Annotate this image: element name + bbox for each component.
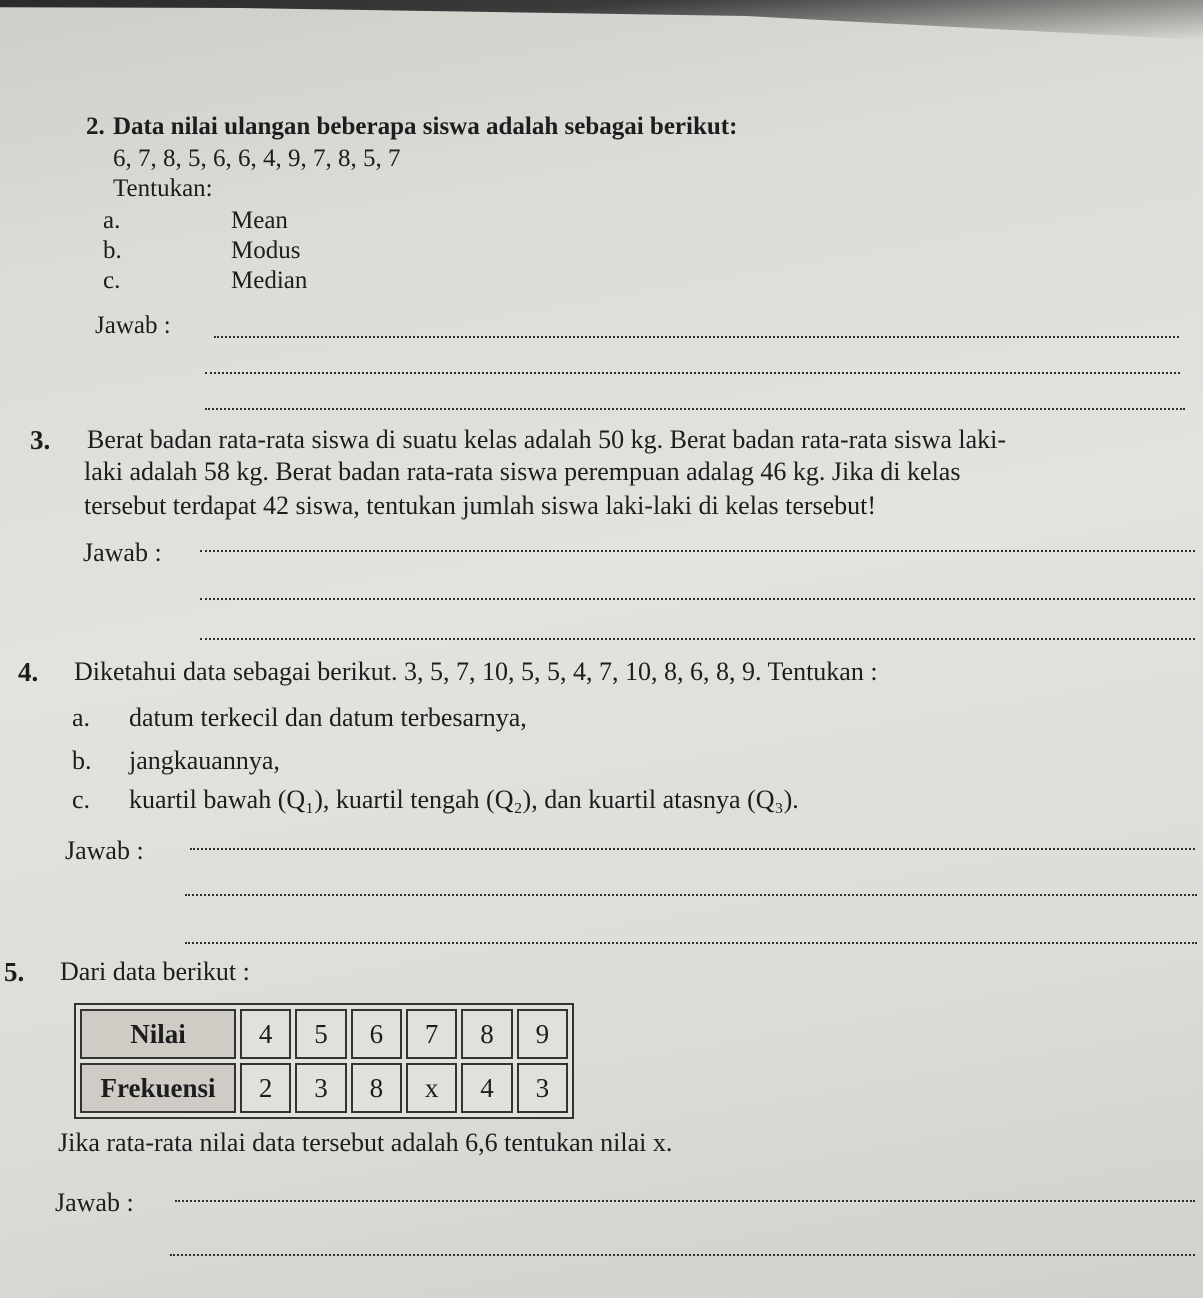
table-cell: 9 (517, 1009, 568, 1059)
q5-answer-line-1[interactable] (175, 1200, 1195, 1202)
q4-answer-line-2[interactable] (185, 894, 1197, 896)
q2-answer-line-2[interactable] (205, 372, 1180, 374)
q4-item-b-letter: b. (72, 746, 92, 775)
q3-line-2: laki adalah 58 kg. Berat badan rata-rata siswa perempuan adalag 46 kg. Jika di kelas (84, 457, 961, 486)
q3-answer-label: Jawab : (83, 538, 162, 567)
q2-item-b-letter: b. (103, 237, 122, 264)
q4-item-b-text: jangkauannya, (129, 746, 280, 775)
q4-answer-line-3[interactable] (185, 942, 1197, 944)
q5-question: Jika rata-rata nilai data tersebut adalah 6,6 tentukan nilai x. (58, 1128, 673, 1157)
q3-answer-line-1[interactable] (200, 550, 1195, 552)
q2-item-a-text: Mean (231, 207, 288, 234)
q2-item-c-letter: c. (103, 267, 121, 294)
table-cell: 4 (240, 1009, 291, 1059)
q5-answer-label: Jawab : (55, 1188, 134, 1217)
table-cell: 2 (240, 1063, 291, 1113)
q2-item-b-text: Modus (231, 237, 301, 264)
q2-number: 2. (86, 113, 105, 140)
q3-number: 3. (30, 425, 51, 455)
q2-stem: Data nilai ulangan beberapa siswa adalah sebagai berikut: (113, 113, 738, 140)
q2-item-c-text: Median (231, 267, 308, 294)
q2-instruction: Tentukan: (113, 175, 213, 202)
table-header-frekuensi: Frekuensi (80, 1063, 236, 1113)
q3-answer-line-2[interactable] (200, 598, 1195, 600)
table-row-nilai (80, 1009, 568, 1059)
q5-stem: Dari data berikut : (60, 957, 250, 986)
q3-line-1: Berat badan rata-rata siswa di suatu kelas adalah 50 kg. Berat badan rata-rata siswa laki- (87, 425, 1007, 454)
q2-item-a-letter: a. (103, 207, 121, 234)
q4-answer-label: Jawab : (65, 836, 144, 865)
table-cell: 7 (406, 1009, 457, 1059)
q3-line-3: tersebut terdapat 42 siswa, tentukan jumlah siswa laki-laki di kelas tersebut! (84, 491, 877, 520)
q4-number: 4. (18, 657, 39, 687)
q4-item-a-text: datum terkecil dan datum terbesarnya, (129, 703, 527, 732)
table-cell: 8 (351, 1063, 402, 1113)
table-cell: 8 (461, 1009, 512, 1059)
photo-background-edge (0, 0, 1203, 40)
q4-stem: Diketahui data sebagai berikut. 3, 5, 7, 10, 5, 5, 4, 7, 10, 8, 6, 8, 9. Tentukan : (74, 657, 878, 686)
table-row-frekuensi (80, 1063, 568, 1113)
table-cell: 3 (517, 1063, 568, 1113)
table-header-nilai: Nilai (80, 1009, 236, 1059)
frequency-table (74, 1003, 574, 1119)
q3-answer-line-3[interactable] (200, 638, 1195, 640)
q4-item-c-letter: c. (72, 785, 91, 814)
q2-data: 6, 7, 8, 5, 6, 6, 4, 9, 7, 8, 5, 7 (113, 145, 401, 172)
q2-answer-label: Jawab : (95, 312, 171, 339)
table-cell: 3 (295, 1063, 346, 1113)
q2-answer-line-3[interactable] (205, 408, 1185, 410)
q2-answer-line-1[interactable] (214, 336, 1179, 338)
q4-answer-line-1[interactable] (190, 848, 1195, 850)
q5-answer-line-2[interactable] (170, 1254, 1195, 1256)
table-cell: 4 (461, 1063, 512, 1113)
table-cell: 6 (351, 1009, 402, 1059)
table-cell: x (406, 1063, 457, 1113)
q4-item-a-letter: a. (72, 703, 91, 732)
q4-item-c-text: kuartil bawah (Q₁), kuartil tengah (Q₂), dan kuartil atasnya (Q₃). (129, 785, 799, 814)
q5-number: 5. (4, 957, 25, 987)
table-cell: 5 (295, 1009, 346, 1059)
